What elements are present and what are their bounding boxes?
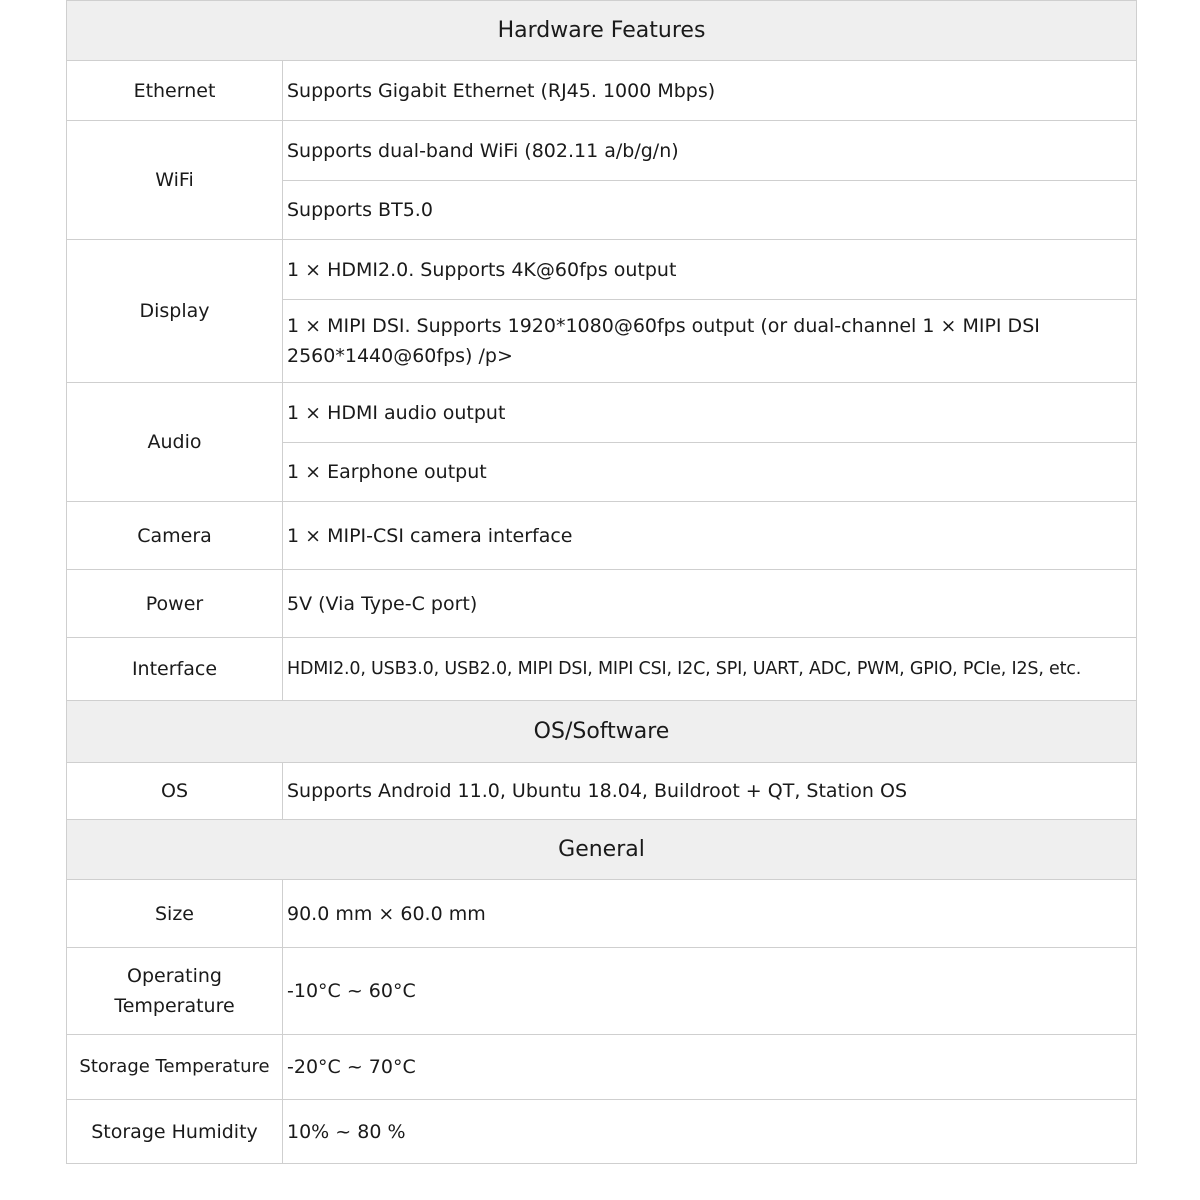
- spec-value: -20°C ~ 70°C: [283, 1035, 1137, 1100]
- spec-row-display: [67, 240, 1137, 300]
- spec-row-storage-temperature: [67, 1035, 1137, 1100]
- spec-value: 1 × HDMI audio output: [283, 383, 1137, 443]
- spec-row-power: [67, 570, 1137, 638]
- spec-label: WiFi: [67, 121, 283, 240]
- spec-value: HDMI2.0, USB3.0, USB2.0, MIPI DSI, MIPI CSI, I2C, SPI, UART, ADC, PWM, GPIO, PCIe, I2S, etc.: [283, 638, 1137, 701]
- spec-value: Supports Gigabit Ethernet (RJ45. 1000 Mbps): [283, 61, 1137, 121]
- spec-value: Supports BT5.0: [283, 181, 1137, 240]
- section-title: OS/Software: [67, 701, 1137, 763]
- spec-label: Display: [67, 240, 283, 383]
- section-header-hardware: [67, 1, 1137, 61]
- spec-row-audio: [67, 383, 1137, 443]
- spec-value: -10°C ~ 60°C: [283, 948, 1137, 1035]
- spec-table: [66, 0, 1137, 1164]
- section-title: General: [67, 820, 1137, 880]
- spec-value: 90.0 mm × 60.0 mm: [283, 880, 1137, 948]
- spec-label: Camera: [67, 502, 283, 570]
- spec-row-os: [67, 763, 1137, 820]
- spec-label: Storage Humidity: [67, 1100, 283, 1164]
- spec-row-storage-humidity: [67, 1100, 1137, 1164]
- spec-label: Storage Temperature: [67, 1035, 283, 1100]
- spec-label: OS: [67, 763, 283, 820]
- spec-row-wifi: [67, 121, 1137, 181]
- spec-value: 1 × Earphone output: [283, 443, 1137, 502]
- spec-label: Interface: [67, 638, 283, 701]
- spec-value: Supports Android 11.0, Ubuntu 18.04, Buildroot + QT, Station OS: [283, 763, 1137, 820]
- spec-value: 10% ~ 80 %: [283, 1100, 1137, 1164]
- spec-value: 1 × HDMI2.0. Supports 4K@60fps output: [283, 240, 1137, 300]
- spec-row-size: [67, 880, 1137, 948]
- spec-value: 1 × MIPI DSI. Supports 1920*1080@60fps output (or dual-channel 1 × MIPI DSI 2560*1440@60fps) /p>: [283, 300, 1137, 383]
- spec-value: Supports dual-band WiFi (802.11 a/b/g/n): [283, 121, 1137, 181]
- section-header-os: [67, 701, 1137, 763]
- spec-row-interface: [67, 638, 1137, 701]
- spec-row-operating-temperature: [67, 948, 1137, 1035]
- spec-label: Size: [67, 880, 283, 948]
- spec-label: Audio: [67, 383, 283, 502]
- section-title: Hardware Features: [67, 1, 1137, 61]
- spec-value: 5V (Via Type-C port): [283, 570, 1137, 638]
- spec-row-camera: [67, 502, 1137, 570]
- spec-label: Operating Temperature: [67, 948, 283, 1035]
- spec-label: Ethernet: [67, 61, 283, 121]
- spec-label: Power: [67, 570, 283, 638]
- spec-value: 1 × MIPI-CSI camera interface: [283, 502, 1137, 570]
- spec-row-ethernet: [67, 61, 1137, 121]
- section-header-general: [67, 820, 1137, 880]
